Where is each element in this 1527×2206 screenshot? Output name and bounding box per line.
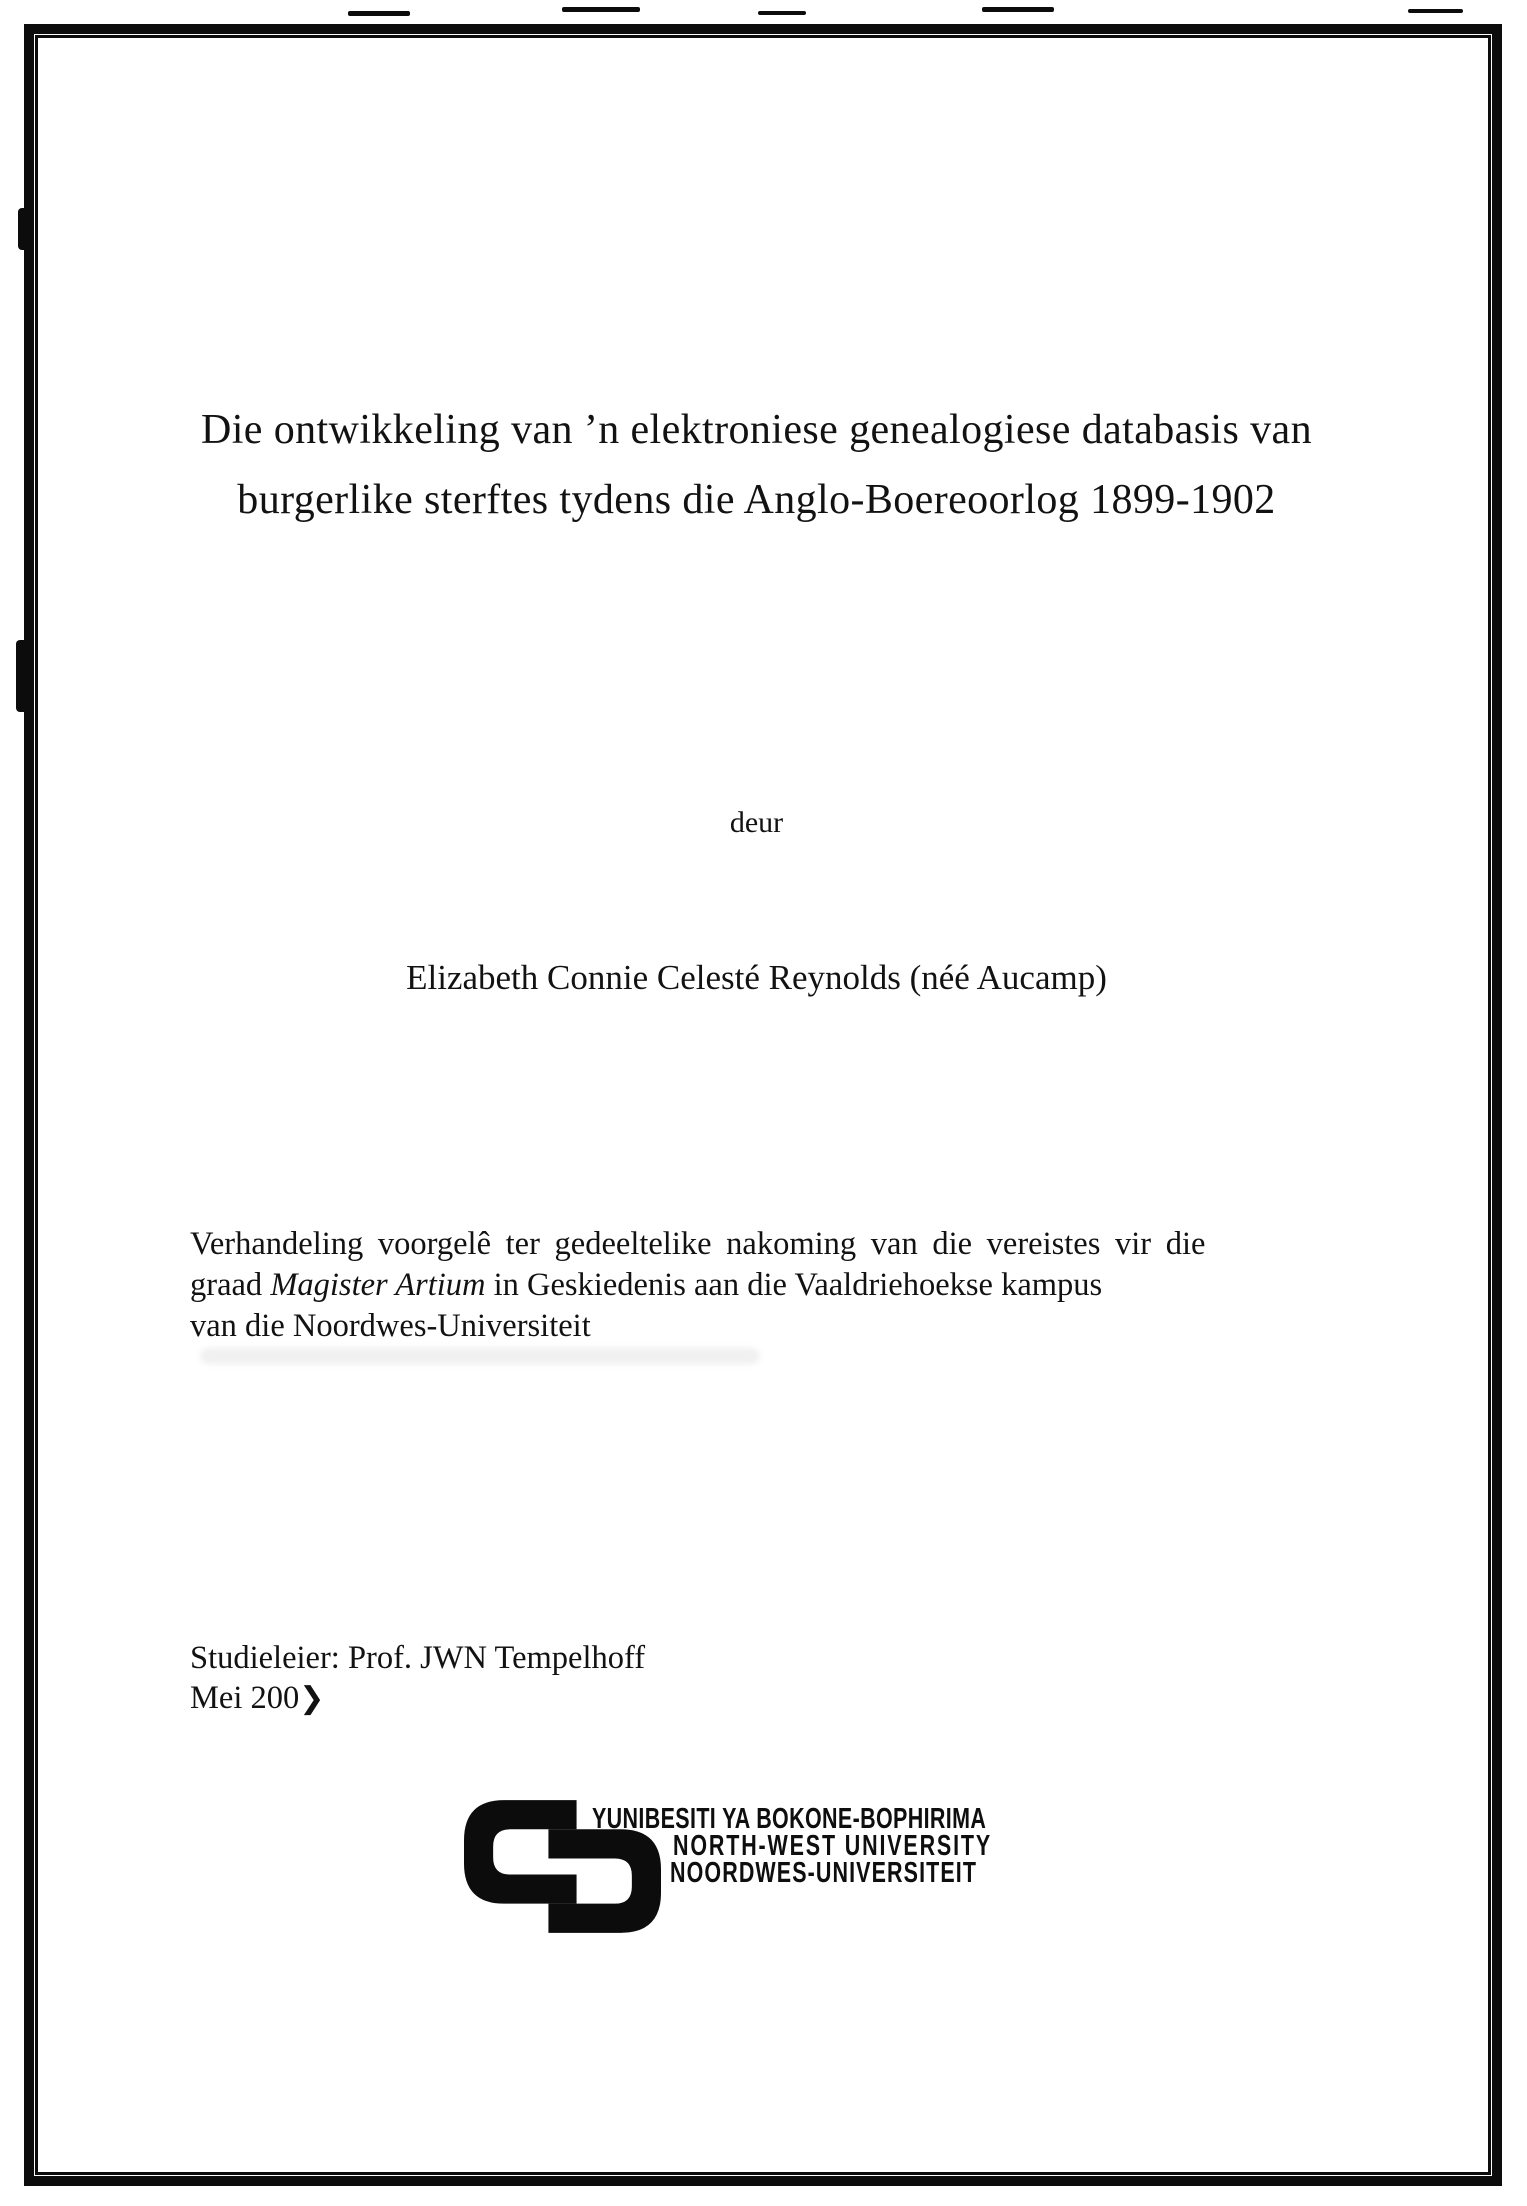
scan-speck [982,7,1054,12]
statement-line-2 [190,1265,1332,1306]
degree-statement [190,1224,1332,1347]
date-line-text: Mei 200 [190,1680,300,1716]
scan-speck [562,7,640,12]
title-line-1: Die ontwikkeling van ’n elektroniese genealogiese databasis van [200,407,1312,453]
supervisor-line: Studieleier: Prof. JWN Tempelhoff [190,1640,646,1676]
logo-text-english: NORTH-WEST UNIVERSITY [673,1830,993,1862]
logo-text-afrikaans: NOORDWES-UNIVERSITEIT [670,1857,978,1889]
supervisor-block [190,1638,645,1719]
scan-speck [1408,9,1463,13]
date-line [190,1678,645,1719]
statement-line-2-suffix: in Geskiedenis aan die Vaaldriehoekse kampus [485,1267,1103,1303]
title-line-2: burgerlike sterftes tydens die Anglo-Boereoorlog 1899-1902 [237,477,1276,523]
author-name: Elizabeth Connie Celesté Reynolds (néé Aucamp) [406,958,1107,997]
bleed-through-smudge [200,1348,760,1364]
scan-speck [348,11,410,16]
distorted-seven-glyph: ❯ [299,1681,325,1716]
scan-speck [758,11,806,15]
degree-name-italic: Magister Artium [270,1267,486,1303]
logo-text-setswana: YUNIBESITI YA BOKONE-BOPHIRIMA [592,1803,987,1835]
statement-line-2-prefix: graad [190,1267,271,1303]
byline-deur: deur [729,806,784,839]
statement-line-3: van die Noordwes-Universiteit [190,1308,591,1344]
thesis-title [183,395,1330,535]
statement-line-1: Verhandeling voorgelê ter gedeeltelike nakoming van die vereistes vir die [190,1226,1206,1262]
